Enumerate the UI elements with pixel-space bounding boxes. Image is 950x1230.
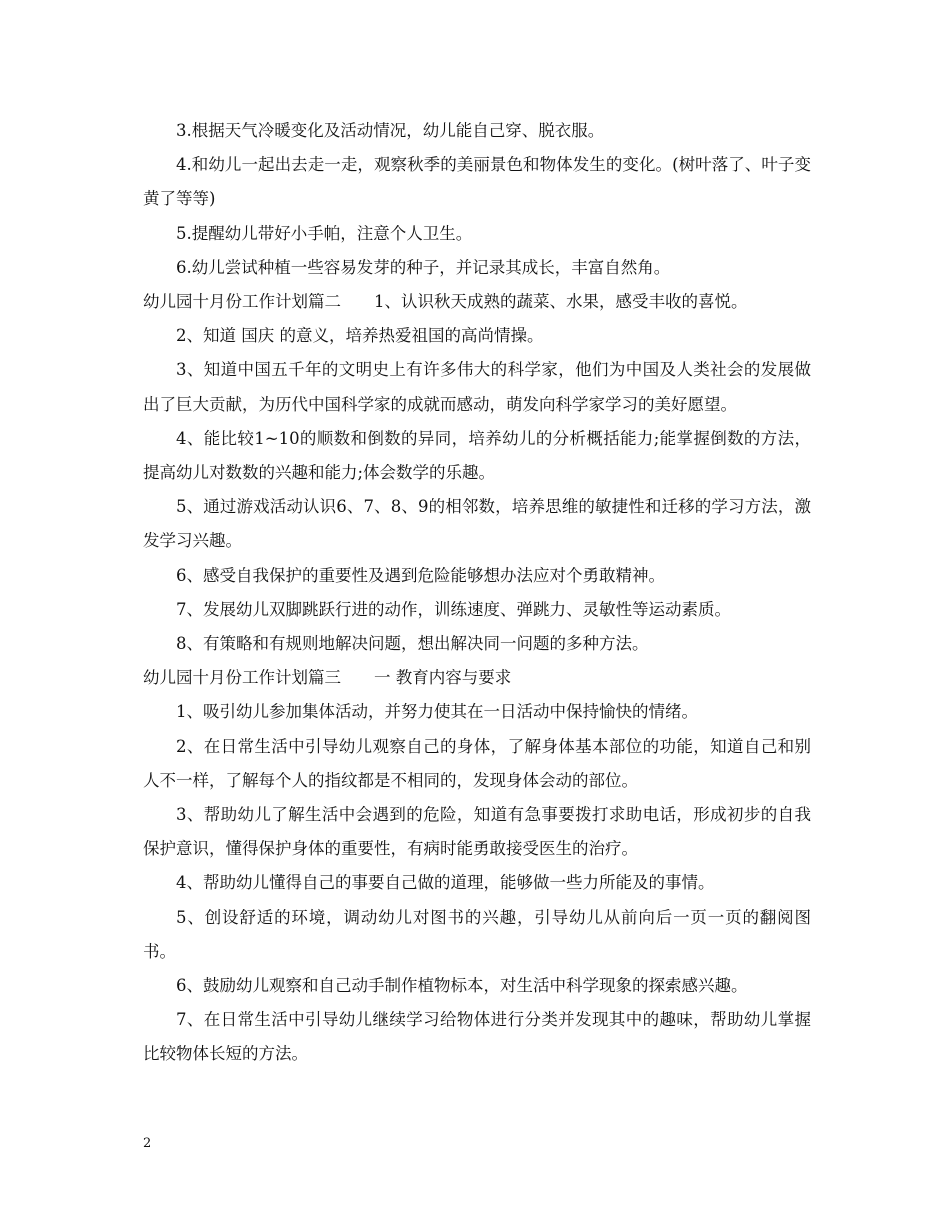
document-body bbox=[143, 114, 811, 1072]
paragraph: 6、感受自我保护的重要性及遇到危险能够想办法应对个勇敢精神。 bbox=[176, 565, 665, 585]
paragraph: 8、有策略和有规则地解决问题，想出解决同一问题的多种方法。 bbox=[176, 634, 649, 654]
paragraph: 4、能比较1~10的顺数和倒数的异同，培养幼儿的分析概括能力;能掌握倒数的方法，提高幼儿对数数的兴趣和能力;体会数学的乐趣。 bbox=[143, 428, 811, 483]
paragraph: 5.提醒幼儿带好小手帕，注意个人卫生。 bbox=[176, 223, 473, 243]
paragraph: 3、帮助幼儿了解生活中会遇到的危险，知道有急事要拨打求助电话，形成初步的自我保护意识，懂得保护身体的重要性，有病时能勇敢接受医生的治疗。 bbox=[143, 805, 811, 859]
paragraph: 5、创设舒适的环境，调动幼儿对图书的兴趣，引导幼儿从前向后一页一页的翻阅图书。 bbox=[143, 907, 811, 961]
paragraph: 5、通过游戏活动认识6、7、8、9的相邻数，培养思维的敏捷性和迁移的学习方法，激发学习兴趣。 bbox=[143, 497, 811, 551]
paragraph: 3、知道中国五千年的文明史上有许多伟大的科学家，他们为中国及人类社会的发展做出了巨大贡献，为历代中国科学家的成就而感动，萌发向科学家学习的美好愿望。 bbox=[143, 360, 811, 414]
paragraph: 3.根据天气冷暖变化及活动情况，幼儿能自己穿、脱衣服。 bbox=[176, 121, 605, 140]
paragraph: 2、知道 国庆 的意义，培养热爱祖国的高尚情操。 bbox=[176, 326, 544, 346]
section-heading-paragraph: 幼儿园十月份工作计划篇三 一 教育内容与要求 bbox=[143, 668, 512, 688]
paragraph: 6.幼儿尝试种植一些容易发芽的种子，并记录其成长，丰富自然角。 bbox=[176, 257, 671, 277]
paragraph: 2、在日常生活中引导幼儿观察自己的身体，了解身体基本部位的功能，知道自己和别人不一样，了解每个人的指纹都是不相同的，发现身体会动的部位。 bbox=[143, 736, 811, 790]
paragraph: 7、在日常生活中引导幼儿继续学习给物体进行分类并发现其中的趣味，帮助幼儿掌握比较物体长短的方法。 bbox=[143, 1010, 811, 1064]
paragraph: 7、发展幼儿双脚跳跃行进的动作，训练速度、弹跳力、灵敏性等运动素质。 bbox=[176, 599, 731, 619]
paragraph: 4、帮助幼儿懂得自己的事要自己做的道理，能够做一些力所能及的事情。 bbox=[176, 873, 715, 893]
page-number: 2 bbox=[143, 1136, 152, 1151]
paragraph: 4.和幼儿一起出去走一走，观察秋季的美丽景色和物体发生的变化。(树叶落了、叶子变黄了等等) bbox=[143, 155, 811, 209]
paragraph: 1、吸引幼儿参加集体活动，并努力使其在一日活动中保持愉快的情绪。 bbox=[176, 702, 698, 722]
section-heading-paragraph: 幼儿园十月份工作计划篇二 1、认识秋天成熟的蔬菜、水果，感受丰收的喜悦。 bbox=[143, 292, 748, 312]
paragraph: 6、鼓励幼儿观察和自己动手制作植物标本，对生活中科学现象的探索感兴趣。 bbox=[176, 976, 748, 996]
